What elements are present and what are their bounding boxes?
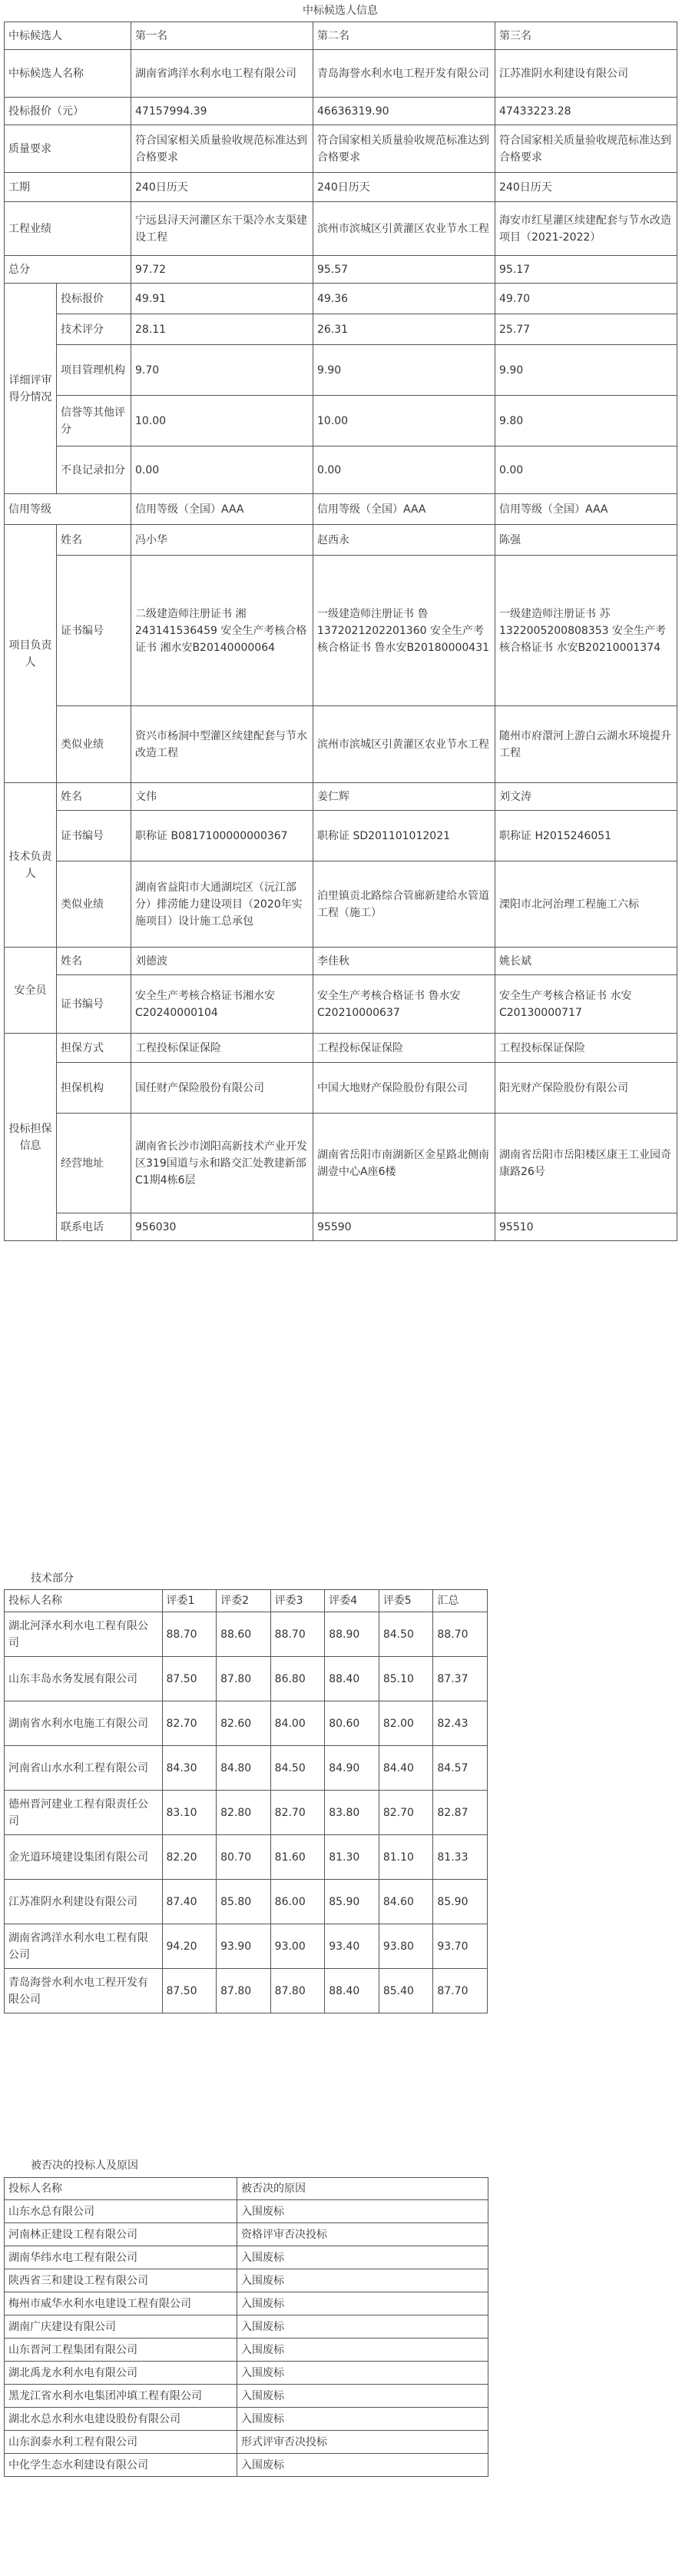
group-label-safety-officer: 安全员 (5, 948, 57, 1034)
cell: 9.90 (313, 345, 495, 396)
header-cell: 第三名 (495, 22, 677, 50)
cell: 刘文涛 (495, 783, 677, 811)
score-cell: 80.60 (325, 1701, 379, 1746)
sub-label: 经营地址 (57, 1114, 131, 1213)
sub-label: 姓名 (57, 525, 131, 556)
score-cell: 88.70 (270, 1612, 325, 1657)
score-cell: 87.70 (433, 1969, 488, 2013)
score-cell: 82.60 (217, 1701, 271, 1746)
score-cell: 84.00 (270, 1701, 325, 1746)
header-cell: 汇总 (433, 1590, 488, 1612)
table-row (5, 1880, 488, 1924)
score-cell: 82.20 (162, 1835, 217, 1880)
cell: 湖南省益阳市大通湖垸区（沅江部分）排涝能力建设项目（2020年实施项目）设计施工总承包 (131, 861, 313, 948)
sub-label: 担保方式 (57, 1034, 131, 1063)
cell: 宁远县浔天河灌区东干渠冷水支渠建设工程 (131, 202, 313, 256)
cell: 陈强 (495, 525, 677, 556)
cell: 240日历天 (313, 173, 495, 202)
table-row (5, 783, 677, 811)
score-cell: 86.80 (270, 1657, 325, 1701)
sub-label: 项目管理机构 (57, 345, 131, 396)
row-label: 质量要求 (5, 125, 131, 173)
score-cell: 84.40 (379, 1746, 433, 1791)
header-cell: 投标人名称 (5, 2178, 237, 2200)
table-row (5, 1114, 677, 1213)
bidder-name: 湖北水总水利水电建设股份有限公司 (5, 2408, 237, 2431)
cell: 9.80 (495, 396, 677, 446)
rejected-header-row (5, 2178, 488, 2200)
header-cell: 被否决的原因 (237, 2178, 488, 2200)
cell: 泊里镇贡北路综合管廊新建给水管道工程（施工） (313, 861, 495, 948)
score-cell: 88.70 (162, 1612, 217, 1657)
cell: 安全生产考核合格证书 水安C20130000717 (495, 975, 677, 1034)
score-cell: 81.60 (270, 1835, 325, 1880)
header-cell: 评委5 (379, 1590, 433, 1612)
score-cell: 84.80 (217, 1746, 271, 1791)
score-cell: 84.60 (379, 1880, 433, 1924)
bidder-name: 山东晋河工程集团有限公司 (5, 2339, 237, 2362)
bidder-name: 德州晋河建业工程有限责任公司 (5, 1791, 163, 1835)
cell: 工程投标保证保险 (495, 1034, 677, 1063)
reject-reason: 资格评审否决投标 (237, 2223, 488, 2246)
score-cell: 94.20 (162, 1924, 217, 1969)
sub-label: 证书编号 (57, 811, 131, 861)
reject-reason: 入围废标 (237, 2200, 488, 2223)
cell: 湖南省长沙市浏阳高新技术产业开发区319国道与永和路交汇处教建新部C1期4栋6层 (131, 1114, 313, 1213)
cell: 工程投标保证保险 (313, 1034, 495, 1063)
cell: 姚长斌 (495, 948, 677, 975)
header-cell: 中标候选人 (5, 22, 131, 50)
sub-label: 联系电话 (57, 1213, 131, 1241)
cell: 工程投标保证保险 (131, 1034, 313, 1063)
table-row (5, 811, 677, 861)
table-row (5, 1657, 488, 1701)
tech-header-row (5, 1590, 488, 1612)
table-row (5, 2292, 488, 2315)
candidates-table (4, 22, 677, 1241)
sub-label: 证书编号 (57, 556, 131, 706)
sub-label: 担保机构 (57, 1063, 131, 1114)
bidder-name: 山东丰岛水务发展有限公司 (5, 1657, 163, 1701)
group-label-detail-score: 详细评审得分情况 (5, 284, 57, 494)
cell: 符合国家相关质量验收规范标准达到合格要求 (313, 125, 495, 173)
cell: 97.72 (131, 256, 313, 284)
bidder-name: 陕西省三和建设工程有限公司 (5, 2269, 237, 2292)
sub-label: 信誉等其他评分 (57, 396, 131, 446)
cell: 滨州市滨城区引黄灌区农业节水工程 (313, 202, 495, 256)
cell: 青岛海誉水利水电工程开发有限公司 (313, 50, 495, 98)
score-cell: 87.80 (217, 1657, 271, 1701)
bidder-name: 湖南省鸿洋水利水电工程有限公司 (5, 1924, 163, 1969)
cell: 95.17 (495, 256, 677, 284)
cell: 一级建造师注册证书 鲁1372021202201360 安全生产考核合格证书 鲁水安B20180000431 (313, 556, 495, 706)
cell: 信用等级（全国）AAA (313, 494, 495, 525)
cell: 李佳秋 (313, 948, 495, 975)
table-row (5, 1034, 677, 1063)
reject-reason: 入围废标 (237, 2292, 488, 2315)
cell: 26.31 (313, 314, 495, 345)
reject-reason: 入围废标 (237, 2385, 488, 2408)
table-row (5, 1746, 488, 1791)
row-label: 总分 (5, 256, 131, 284)
group-label-guarantee: 投标担保信息 (5, 1034, 57, 1241)
cell: 姜仁辉 (313, 783, 495, 811)
score-cell: 84.57 (433, 1746, 488, 1791)
score-cell: 82.70 (162, 1701, 217, 1746)
score-cell: 87.50 (162, 1969, 217, 2013)
table-row (5, 2362, 488, 2385)
score-cell: 88.70 (433, 1612, 488, 1657)
table-row (5, 1612, 488, 1657)
cell: 信用等级（全国）AAA (131, 494, 313, 525)
cell: 95590 (313, 1213, 495, 1241)
row-label: 工程业绩 (5, 202, 131, 256)
cell: 资兴市杨洞中型灌区续建配套与节水改造工程 (131, 706, 313, 783)
score-cell: 84.50 (270, 1746, 325, 1791)
cell: 9.70 (131, 345, 313, 396)
cell: 9.90 (495, 345, 677, 396)
sub-label: 类似业绩 (57, 706, 131, 783)
table-row (5, 2339, 488, 2362)
cell: 湖南省鸿洋水利水电工程有限公司 (131, 50, 313, 98)
table-row (5, 125, 677, 173)
table-row (5, 1969, 488, 2013)
score-cell: 88.40 (325, 1657, 379, 1701)
cell: 海安市红星灌区续建配套与节水改造项目（2021-2022） (495, 202, 677, 256)
cell: 49.91 (131, 284, 313, 314)
score-cell: 82.70 (379, 1791, 433, 1835)
cell: 956030 (131, 1213, 313, 1241)
score-cell: 81.30 (325, 1835, 379, 1880)
score-cell: 81.33 (433, 1835, 488, 1880)
table-row (5, 2408, 488, 2431)
cell: 阳光财产保险股份有限公司 (495, 1063, 677, 1114)
cell: 职称证 B0817100000000367 (131, 811, 313, 861)
row-label: 工期 (5, 173, 131, 202)
score-cell: 82.00 (379, 1701, 433, 1746)
header-cell: 投标人名称 (5, 1590, 163, 1612)
cell: 随州市府澴河上游白云湖水环境提升工程 (495, 706, 677, 783)
header-cell: 评委1 (162, 1590, 217, 1612)
bidder-name: 河南省山水水利工程有限公司 (5, 1746, 163, 1791)
cell: 职称证 SD201101012021 (313, 811, 495, 861)
bidder-name: 金光道环境建设集团有限公司 (5, 1835, 163, 1880)
table-row (5, 1701, 488, 1746)
score-cell: 85.80 (217, 1880, 271, 1924)
cell: 湖南省岳阳市南湖新区金星路北侧南湖壹中心A座6楼 (313, 1114, 495, 1213)
score-cell: 93.00 (270, 1924, 325, 1969)
score-cell: 85.90 (433, 1880, 488, 1924)
score-cell: 84.50 (379, 1612, 433, 1657)
table-row (5, 173, 677, 202)
table-row (5, 2315, 488, 2339)
table-row (5, 2223, 488, 2246)
reject-reason: 形式评审否决投标 (237, 2431, 488, 2454)
score-cell: 93.80 (379, 1924, 433, 1969)
score-cell: 87.80 (270, 1969, 325, 2013)
table-row (5, 494, 677, 525)
cell: 信用等级（全国）AAA (495, 494, 677, 525)
sub-label: 不良记录扣分 (57, 446, 131, 494)
reject-reason: 入围废标 (237, 2269, 488, 2292)
table-row (5, 2454, 488, 2477)
cell: 95510 (495, 1213, 677, 1241)
cell: 0.00 (495, 446, 677, 494)
header-cell: 评委3 (270, 1590, 325, 1612)
sub-label: 投标报价 (57, 284, 131, 314)
table-row (5, 98, 677, 125)
sub-label: 技术评分 (57, 314, 131, 345)
table-row (5, 202, 677, 256)
table-row (5, 2269, 488, 2292)
cell: 25.77 (495, 314, 677, 345)
table-row (5, 861, 677, 948)
score-cell: 87.80 (217, 1969, 271, 2013)
reject-reason: 入围废标 (237, 2339, 488, 2362)
reject-reason: 入围废标 (237, 2315, 488, 2339)
score-cell: 81.10 (379, 1835, 433, 1880)
cell: 符合国家相关质量验收规范标准达到合格要求 (131, 125, 313, 173)
cell: 10.00 (313, 396, 495, 446)
score-cell: 87.50 (162, 1657, 217, 1701)
cell: 文伟 (131, 783, 313, 811)
group-label-project-leader: 项目负责人 (5, 525, 57, 783)
bidder-name: 梅州市威华水利水电建设工程有限公司 (5, 2292, 237, 2315)
score-cell: 82.70 (270, 1791, 325, 1835)
score-cell: 85.10 (379, 1657, 433, 1701)
reject-reason: 入围废标 (237, 2454, 488, 2477)
score-cell: 84.90 (325, 1746, 379, 1791)
table-row (5, 1835, 488, 1880)
score-cell: 88.90 (325, 1612, 379, 1657)
bidder-name: 湖南省水利水电施工有限公司 (5, 1701, 163, 1746)
cell: 职称证 H2015246051 (495, 811, 677, 861)
cell: 中国大地财产保险股份有限公司 (313, 1063, 495, 1114)
table-row (5, 1213, 677, 1241)
cell: 滨州市滨城区引黄灌区农业节水工程 (313, 706, 495, 783)
score-cell: 82.80 (217, 1791, 271, 1835)
table-row (5, 2431, 488, 2454)
score-cell: 85.90 (325, 1880, 379, 1924)
reject-reason: 入围废标 (237, 2362, 488, 2385)
sub-label: 姓名 (57, 783, 131, 811)
cell: 冯小华 (131, 525, 313, 556)
cell: 240日历天 (131, 173, 313, 202)
header-cell: 第二名 (313, 22, 495, 50)
tech-score-table (4, 1589, 488, 2013)
cell: 47157994.39 (131, 98, 313, 125)
score-cell: 80.70 (217, 1835, 271, 1880)
table-row (5, 314, 677, 345)
header-cell: 第一名 (131, 22, 313, 50)
table-row (5, 1063, 677, 1114)
bidder-name: 湖南广庆建设有限公司 (5, 2315, 237, 2339)
cell: 二级建造师注册证书 湘243141536459 安全生产考核合格证书 湘水安B20140000064 (131, 556, 313, 706)
score-cell: 83.10 (162, 1791, 217, 1835)
table-row (5, 1924, 488, 1969)
bidder-name: 青岛海誉水利水电工程开发有限公司 (5, 1969, 163, 2013)
bidder-name: 湖南华纬水电工程有限公司 (5, 2246, 237, 2269)
sub-label: 类似业绩 (57, 861, 131, 948)
cell: 安全生产考核合格证书 鲁水安C20210000637 (313, 975, 495, 1034)
cell: 49.70 (495, 284, 677, 314)
candidates-title: 中标候选人信息 (303, 5, 378, 17)
bidder-name: 湖北禹龙水利水电有限公司 (5, 2362, 237, 2385)
bidder-name: 湖北河泽水利水电工程有限公司 (5, 1612, 163, 1657)
table-row (5, 556, 677, 706)
table-row (5, 948, 677, 975)
cell: 国任财产保险股份有限公司 (131, 1063, 313, 1114)
score-cell: 88.60 (217, 1612, 271, 1657)
score-cell: 93.40 (325, 1924, 379, 1969)
bidder-name: 河南林正建设工程有限公司 (5, 2223, 237, 2246)
rejected-section-title: 被否决的投标人及原因 (31, 2159, 138, 2172)
table-row (5, 2246, 488, 2269)
bidder-name: 山东水总有限公司 (5, 2200, 237, 2223)
row-label: 中标候选人名称 (5, 50, 131, 98)
table-row (5, 525, 677, 556)
score-cell: 87.37 (433, 1657, 488, 1701)
header-cell: 评委4 (325, 1590, 379, 1612)
cell: 0.00 (313, 446, 495, 494)
row-label: 投标报价（元） (5, 98, 131, 125)
score-cell: 84.30 (162, 1746, 217, 1791)
candidates-header-row (5, 22, 677, 50)
cell: 溧阳市北河治理工程施工六标 (495, 861, 677, 948)
score-cell: 83.80 (325, 1791, 379, 1835)
table-row (5, 446, 677, 494)
bidder-name: 黑龙江省水利水电集团冲填工程有限公司 (5, 2385, 237, 2408)
cell: 一级建造师注册证书 苏1322005200808353 安全生产考核合格证书 水安B20210001374 (495, 556, 677, 706)
cell: 江苏准阴水利建设有限公司 (495, 50, 677, 98)
score-cell: 93.70 (433, 1924, 488, 1969)
sub-label: 证书编号 (57, 975, 131, 1034)
table-row (5, 284, 677, 314)
row-label: 信用等级 (5, 494, 131, 525)
bidder-name: 山东润泰水利工程有限公司 (5, 2431, 237, 2454)
rejected-table (4, 2177, 488, 2477)
tech-section-title: 技术部分 (31, 1572, 74, 1585)
cell: 47433223.28 (495, 98, 677, 125)
group-label-tech-leader: 技术负责人 (5, 783, 57, 948)
reject-reason: 入围废标 (237, 2246, 488, 2269)
cell: 0.00 (131, 446, 313, 494)
table-row (5, 396, 677, 446)
score-cell: 82.43 (433, 1701, 488, 1746)
sub-label: 姓名 (57, 948, 131, 975)
reject-reason: 入围废标 (237, 2408, 488, 2431)
cell: 湖南省岳阳市岳阳楼区康王工业园奇康路26号 (495, 1114, 677, 1213)
score-cell: 86.00 (270, 1880, 325, 1924)
table-row (5, 50, 677, 98)
table-row (5, 975, 677, 1034)
bidder-name: 江苏准阴水利建设有限公司 (5, 1880, 163, 1924)
cell: 符合国家相关质量验收规范标准达到合格要求 (495, 125, 677, 173)
table-row (5, 1791, 488, 1835)
score-cell: 82.87 (433, 1791, 488, 1835)
score-cell: 88.40 (325, 1969, 379, 2013)
cell: 刘德波 (131, 948, 313, 975)
table-row (5, 2385, 488, 2408)
score-cell: 87.40 (162, 1880, 217, 1924)
cell: 95.57 (313, 256, 495, 284)
header-cell: 评委2 (217, 1590, 271, 1612)
cell: 赵西永 (313, 525, 495, 556)
cell: 安全生产考核合格证书湘水安C20240000104 (131, 975, 313, 1034)
table-row (5, 256, 677, 284)
score-cell: 93.90 (217, 1924, 271, 1969)
cell: 46636319.90 (313, 98, 495, 125)
table-row (5, 706, 677, 783)
table-row (5, 345, 677, 396)
cell: 240日历天 (495, 173, 677, 202)
bidder-name: 中化学生态水利建设有限公司 (5, 2454, 237, 2477)
score-cell: 85.40 (379, 1969, 433, 2013)
cell: 49.36 (313, 284, 495, 314)
table-row (5, 2200, 488, 2223)
cell: 28.11 (131, 314, 313, 345)
cell: 10.00 (131, 396, 313, 446)
